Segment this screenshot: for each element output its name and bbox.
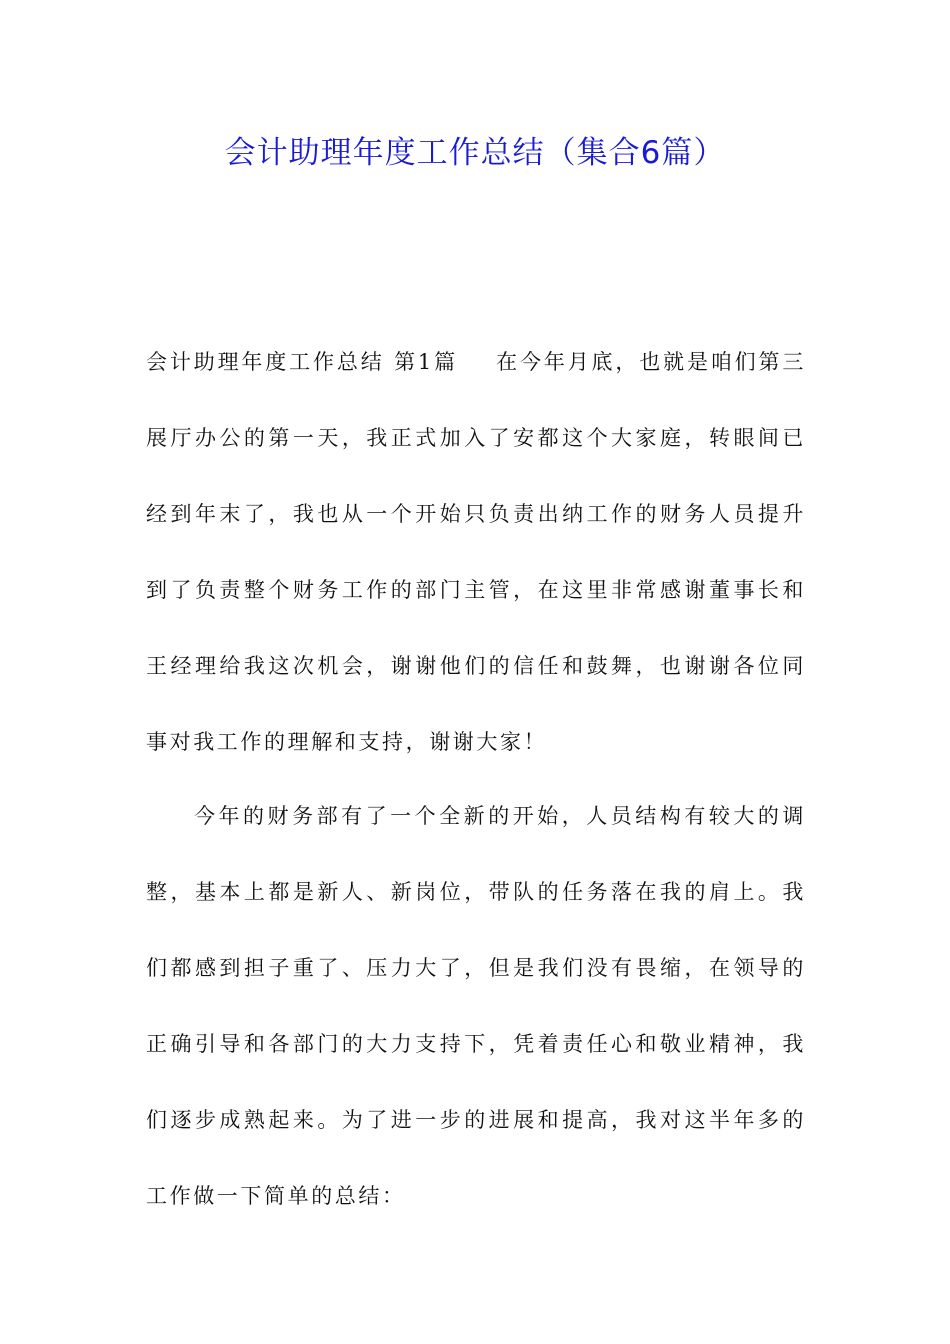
paragraph-1: 会计助理年度工作总结 第1篇 在今年月底，也就是咱们第三展厅办公的第一天，我正式加入了安都这个大家庭，转眼间已经到年末了，我也从一个开始只负责出纳工作的财务人员提升到了负责整个财务工作的部门主管，在这里非常感谢董事长和王经理给我这次机会，谢谢他们的信任和鼓舞，也谢谢各位同事对我工作的理解和支持，谢谢大家！ bbox=[146, 350, 806, 754]
paragraph-2: 今年的财务部有了一个全新的开始，人员结构有较大的调整，基本上都是新人、新岗位，带队的任务落在我的肩上。我们都感到担子重了、压力大了，但是我们没有畏缩，在领导的正确引导和各部门的大力支持下，凭着责任心和敬业精神，我们逐步成熟起来。为了进一步的进展和提高，我对这半年多的工作做一下简单的总结： bbox=[146, 804, 806, 1208]
document-title: 会计助理年度工作总结（集合6篇） bbox=[224, 135, 726, 171]
